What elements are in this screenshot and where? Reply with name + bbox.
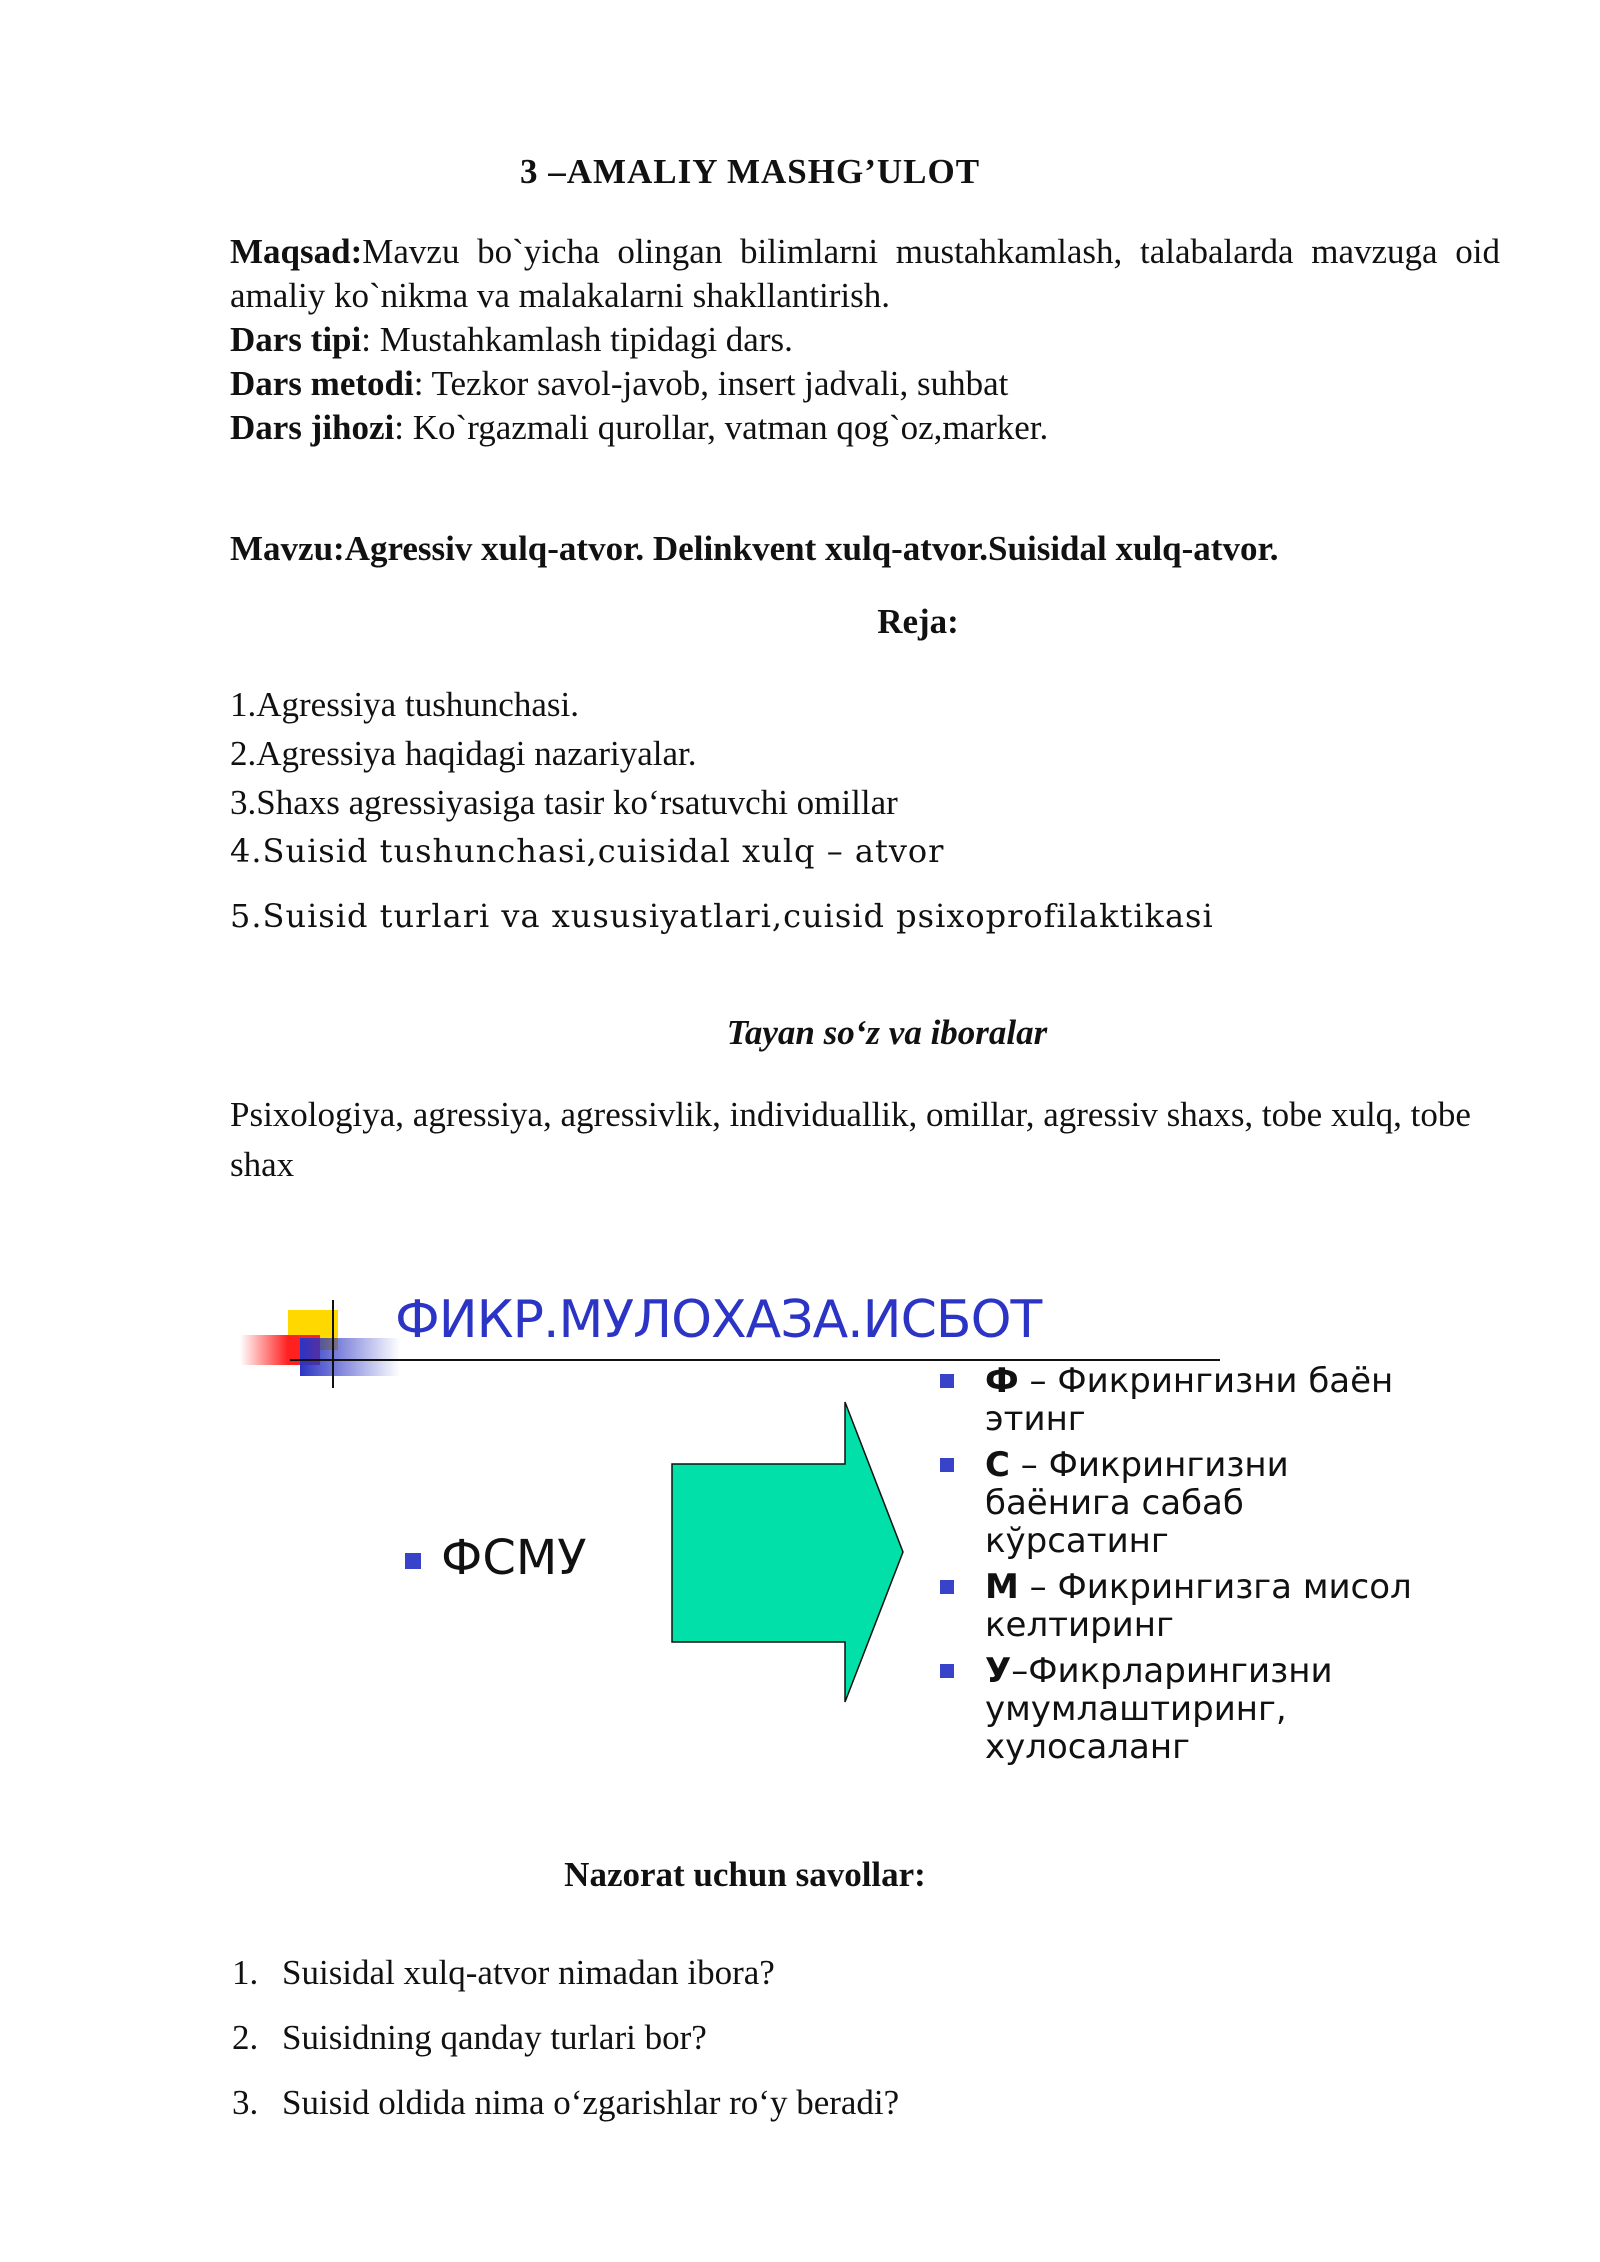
question-number: 3. [232, 2083, 259, 2122]
bullet-square-icon [405, 1553, 421, 1569]
plan-item: 5.Suisid turlari va xususiyatlari,cuisid psixoprofilaktikasi [230, 897, 1214, 935]
question-item [232, 2070, 899, 2135]
question-item [232, 2005, 899, 2070]
step-text: – Фикрингизни баён этинг [985, 1361, 1394, 1439]
step-letter: М [985, 1567, 1019, 1607]
fsmu-slide [240, 1290, 1440, 1810]
dars-tipi-label: Dars tipi [230, 320, 362, 359]
maqsad-text: Mavzu bo`yicha olingan bilimlarni mustahkamlash, talabalarda mavzuga oid amaliy ko`nikma va malakalarni shakllantirish. [230, 232, 1500, 315]
lesson-intro [230, 230, 1500, 450]
step-letter: С [985, 1445, 1010, 1485]
plan-item: 2.Agressiya haqidagi nazariyalar. [230, 734, 697, 773]
topic-heading: Mavzu:Agressiv xulq-atvor. Delinkvent xulq-atvor.Suisidal xulq-atvor. [230, 529, 1279, 568]
bullet-square-icon [940, 1664, 954, 1678]
bullet-square-icon [940, 1374, 954, 1388]
fsmu-label-item [405, 1530, 587, 1586]
plan-item: 4.Suisid tushunchasi,cuisidal xulq – atvor [230, 832, 945, 870]
fsmu-label: ФСМУ [441, 1530, 587, 1586]
fsmu-steps [940, 1362, 1420, 1774]
question-number: 1. [232, 1953, 259, 1992]
question-text: Suisidal xulq-atvor nimadan ibora? [282, 1953, 775, 1992]
plan-item: 1.Agressiya tushunchasi. [230, 685, 579, 724]
step-text: – Фикрингизни баёнига сабаб кўрсатинг [985, 1445, 1289, 1561]
fsmu-step [940, 1446, 1420, 1560]
big-arrow [672, 1402, 903, 1702]
question-text: Suisidning qanday turlari bor? [282, 2018, 707, 2057]
dars-jihozi-text: : Ko`rgazmali qurollar, vatman qog`oz,marker. [394, 408, 1049, 447]
fsmu-step [940, 1362, 1420, 1438]
keywords-text: Psixologiya, agressiya, agressivlik, individuallik, omillar, agressiv shaxs, tobe xulq, tobe shax [230, 1095, 1471, 1184]
questions-heading: Nazorat uchun savollar: [564, 1855, 926, 1894]
plan-item: 3.Shaxs agressiyasiga tasir ko‘rsatuvchi omillar [230, 783, 898, 822]
fsmu-step [940, 1652, 1420, 1766]
keywords-heading: Tayan so‘z va iboralar [726, 1013, 1048, 1052]
plan-list [230, 680, 1214, 941]
question-number: 2. [232, 2018, 259, 2057]
dars-metodi-text: : Tezkor savol-javob, insert jadvali, suhbat [413, 364, 1009, 403]
question-text: Suisid oldida nima o‘zgarishlar ro‘y beradi? [282, 2083, 900, 2122]
slide-title: ФИКР.МУЛОХАЗА.ИСБОТ [395, 1290, 1042, 1350]
dars-tipi-text: : Mustahkamlash tipidagi dars. [361, 320, 793, 359]
page-title: 3 –AMALIY MASHG’ULOT [519, 152, 981, 191]
dars-metodi-label: Dars metodi [230, 364, 414, 403]
step-text: –Фикрларингизни умумлаштиринг, хулосаланг [985, 1651, 1333, 1767]
dars-jihozi-label: Dars jihozi [230, 408, 395, 447]
step-letter: Ф [985, 1361, 1019, 1401]
question-item [232, 1940, 899, 2005]
questions-list [232, 1940, 899, 2135]
bullet-square-icon [940, 1580, 954, 1594]
step-text: – Фикрингизга мисол келтиринг [985, 1567, 1412, 1645]
maqsad-label: Maqsad: [230, 232, 363, 271]
step-letter: У [985, 1651, 1012, 1691]
fsmu-step [940, 1568, 1420, 1644]
plan-heading: Reja: [877, 602, 959, 641]
deco-blue-bar [300, 1338, 400, 1376]
bullet-square-icon [940, 1458, 954, 1472]
